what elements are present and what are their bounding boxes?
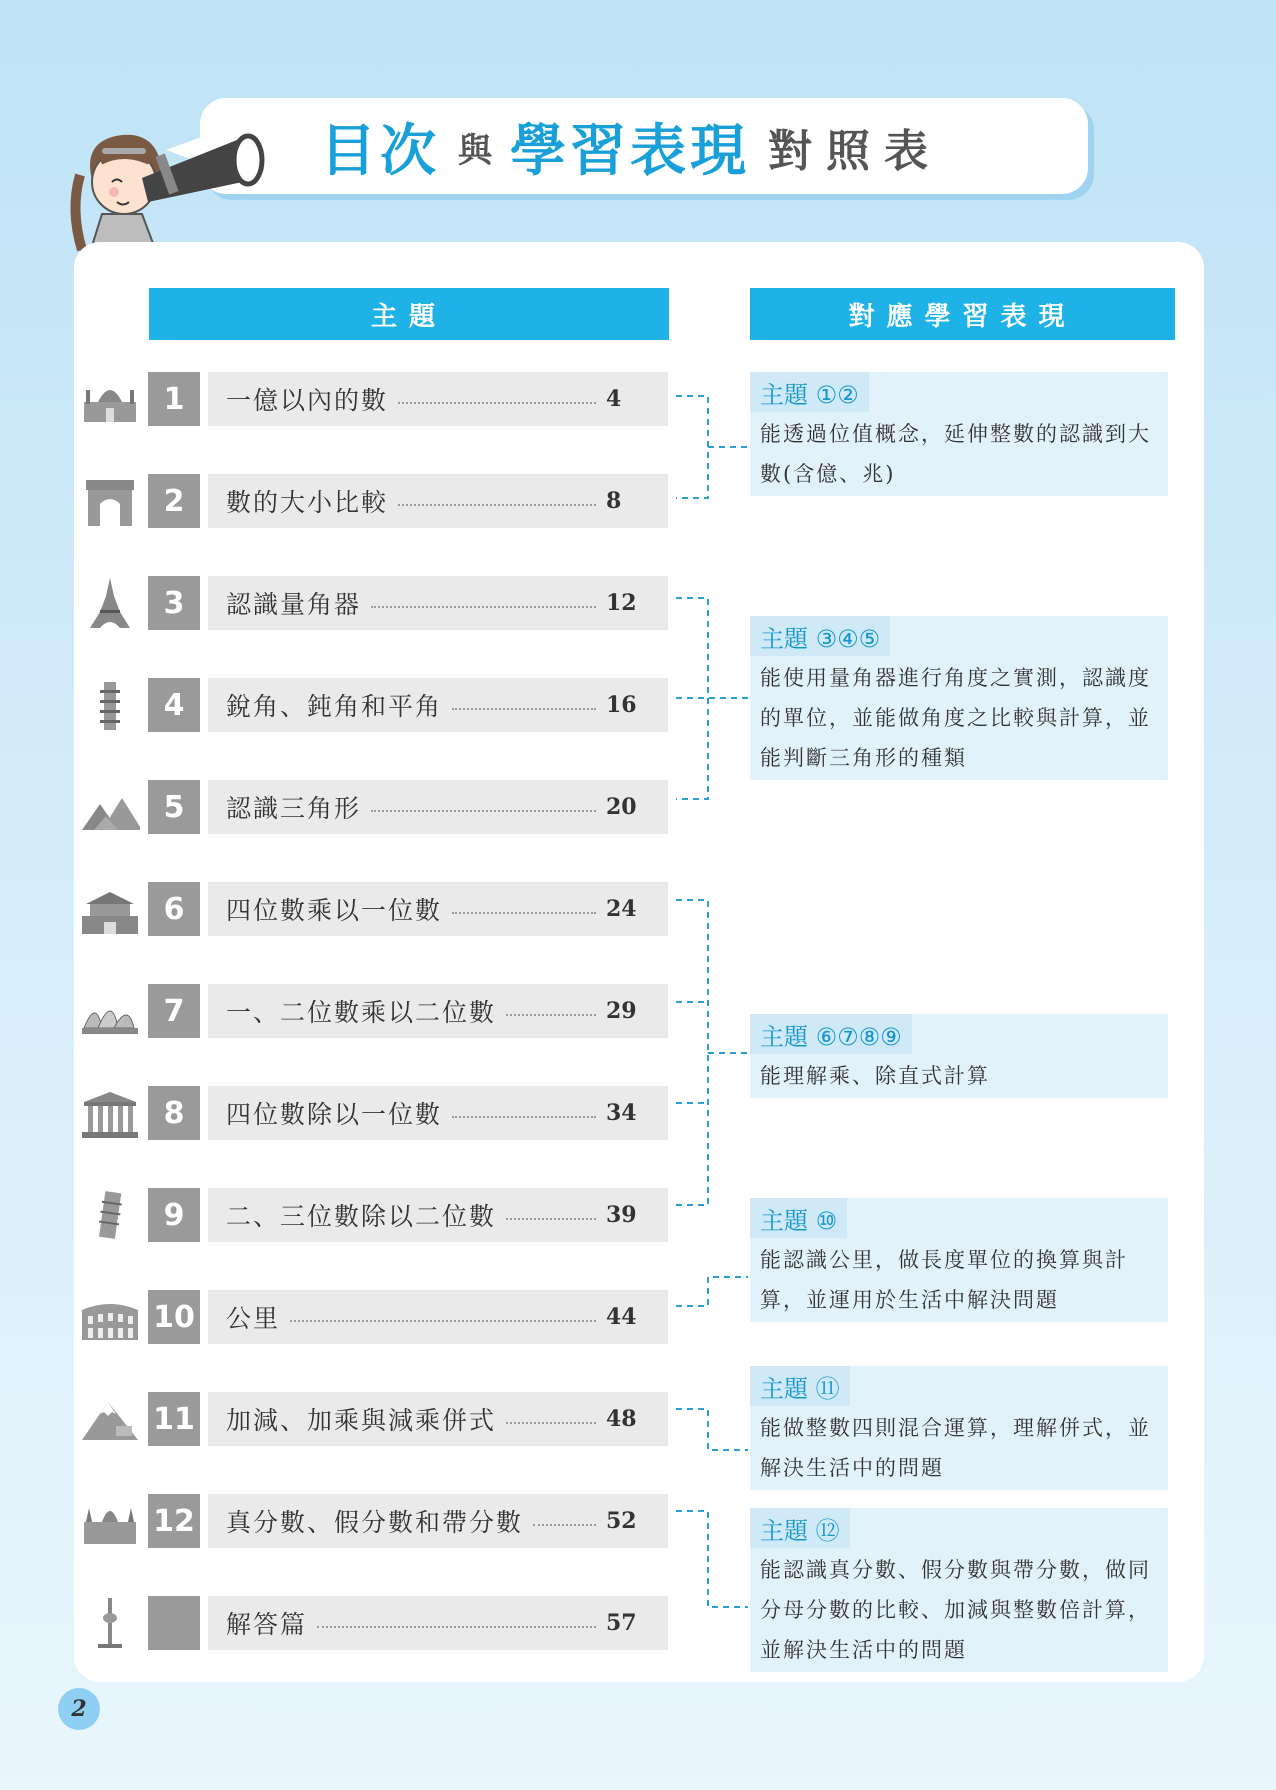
performance-label: 主題 ⑩	[750, 1198, 847, 1238]
topic-page: 20	[606, 794, 637, 820]
topic-number: 3	[148, 576, 200, 630]
performance-block-5	[750, 1366, 1168, 1488]
topic-page: 44	[606, 1304, 637, 1330]
topic-title: 認識量角器	[226, 590, 362, 619]
performance-desc: 能做整數四則混合運算，理解併式，並解決生活中的問題	[750, 1406, 1168, 1490]
title-part-4: 對照表	[768, 126, 942, 177]
performance-label: 主題 ⑪	[750, 1366, 850, 1406]
topic-number: 7	[148, 984, 200, 1038]
topic-number: 11	[148, 1392, 200, 1446]
topic-title: 公里	[226, 1304, 281, 1333]
performance-desc: 能透過位值概念，延伸整數的認識到大數(含億、兆)	[750, 412, 1168, 496]
performance-block-4	[750, 1198, 1168, 1320]
page-number: 2	[58, 1688, 100, 1730]
title-part-2: 與	[458, 130, 492, 171]
topic-page: 24	[606, 896, 637, 922]
topic-title: 加減、加乘與減乘併式	[226, 1406, 497, 1435]
topic-number: 12	[148, 1494, 200, 1548]
performance-block-3	[750, 1014, 1168, 1096]
topic-title: 解答篇	[226, 1610, 308, 1639]
topic-title: 數的大小比較	[226, 488, 389, 517]
topic-title: 認識三角形	[226, 794, 362, 823]
topic-title: 二、三位數除以二位數	[226, 1202, 497, 1231]
performance-label: 主題 ③④⑤	[750, 616, 890, 656]
topic-title: 一億以內的數	[226, 386, 389, 415]
performance-block-1	[750, 372, 1168, 492]
topic-title: 真分數、假分數和帶分數	[226, 1508, 524, 1537]
topic-title: 四位數除以一位數	[226, 1100, 443, 1129]
topic-title: 一、二位數乘以二位數	[226, 998, 497, 1027]
topic-title: 銳角、鈍角和平角	[226, 692, 443, 721]
topic-page: 39	[606, 1202, 637, 1228]
performance-block-6	[750, 1508, 1168, 1672]
topic-page: 48	[606, 1406, 637, 1432]
performance-label: 主題 ⑥⑦⑧⑨	[750, 1014, 912, 1054]
performance-desc: 能認識真分數、假分數與帶分數，做同分母分數的比較、加減與整數倍計算，並解決生活中的問題	[750, 1548, 1168, 1672]
topic-number: 1	[148, 372, 200, 426]
performance-desc: 能使用量角器進行角度之實測，認識度的單位，並能做角度之比較與計算，並能判斷三角形的種類	[750, 656, 1168, 780]
topic-page: 29	[606, 998, 637, 1024]
title-part-3: 學習表現	[510, 119, 750, 184]
performance-desc: 能理解乘、除直式計算	[750, 1054, 1168, 1098]
performance-block-2	[750, 616, 1168, 776]
topic-number: 9	[148, 1188, 200, 1242]
performance-label: 主題 ①②	[750, 372, 869, 412]
performance-desc: 能認識公里，做長度單位的換算與計算，並運用於生活中解決問題	[750, 1238, 1168, 1322]
performance-label: 主題 ⑫	[750, 1508, 850, 1548]
topic-page: 34	[606, 1100, 637, 1126]
topic-number: 2	[148, 474, 200, 528]
topic-number: 4	[148, 678, 200, 732]
topic-page: 12	[606, 590, 637, 616]
topic-page: 16	[606, 692, 637, 718]
topic-page: 4	[606, 386, 622, 412]
topic-header: 主題	[149, 288, 669, 340]
topic-number: 5	[148, 780, 200, 834]
topic-page: 57	[606, 1610, 637, 1636]
topic-number: 8	[148, 1086, 200, 1140]
topic-number: 6	[148, 882, 200, 936]
topic-number: 10	[148, 1290, 200, 1344]
topic-page: 8	[606, 488, 622, 514]
topic-page: 52	[606, 1508, 637, 1534]
performance-header: 對應學習表現	[750, 288, 1175, 340]
topic-title: 四位數乘以一位數	[226, 896, 443, 925]
title-part-1: 目次	[320, 119, 440, 184]
